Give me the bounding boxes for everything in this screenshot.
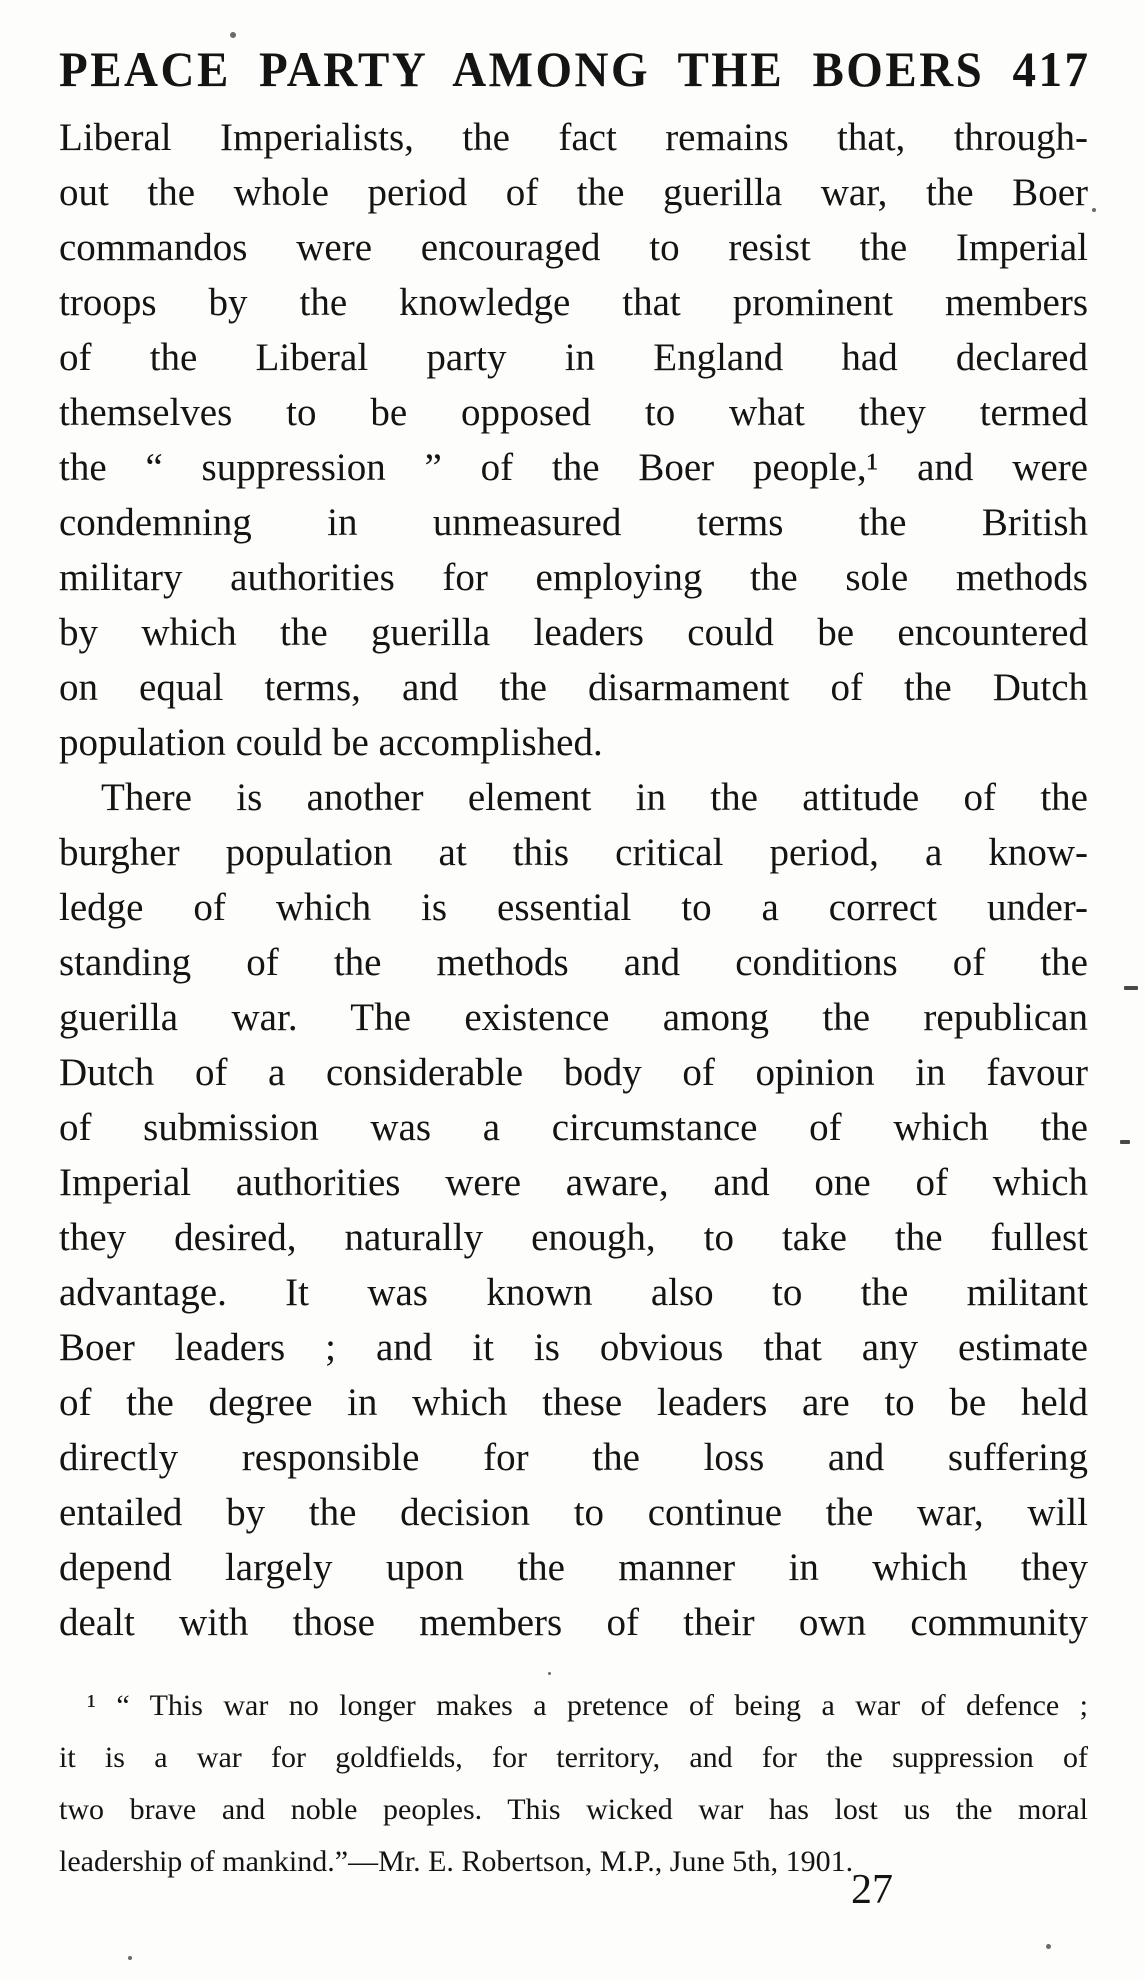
text-line: leadership of mankind.”—Mr. E. Robertson, M.P., June 5th, 1901. [59,1844,854,1878]
paragraph-2 [59,770,1088,1650]
text-line: the “ suppression ” of the Boer people,¹ and were [59,445,1088,489]
text-line: guerilla war. The existence among the republican [59,995,1088,1039]
text-line: by which the guerilla leaders could be encountered [59,610,1088,654]
scan-speck [1120,1140,1130,1144]
text-line: Imperial authorities were aware, and one of which [59,1160,1088,1204]
text-line: Dutch of a considerable body of opinion in favour [59,1050,1088,1094]
page-number: 27 [851,1867,893,1913]
scan-speck [548,1672,551,1675]
text-line: depend largely upon the manner in which they [59,1545,1088,1589]
scan-speck [1092,208,1096,212]
text-line: burgher population at this critical period, a know- [59,830,1088,874]
text-line: Liberal Imperialists, the fact remains that, through- [59,115,1088,159]
text-line: condemning in unmeasured terms the British [59,500,1088,544]
text-line: of the degree in which these leaders are to be held [59,1380,1088,1424]
text-line: population could be accomplished. [59,720,603,764]
body-text [59,110,1088,1650]
text-line: entailed by the decision to continue the war, will [59,1490,1088,1534]
text-line: ledge of which is essential to a correct under- [59,885,1088,929]
text-line: they desired, naturally enough, to take the fullest [59,1215,1088,1259]
running-header: PEACE PARTY AMONG THE BOERS 417 [59,42,1091,98]
text-line: ¹ “ This war no longer makes a pretence of being a war of defence ; [87,1688,1088,1722]
scan-speck [230,32,236,38]
text-line: two brave and noble peoples. This wicked war has lost us the moral [59,1792,1088,1826]
footnote [59,1680,1088,1888]
scan-speck [128,1956,132,1960]
text-line: out the whole period of the guerilla war, the Boer [59,170,1088,214]
text-line: There is another element in the attitude of the [101,775,1088,819]
text-line: it is a war for goldfields, for territory, and for the suppression of [59,1740,1088,1774]
paragraph-1 [59,110,1088,770]
text-line: standing of the methods and conditions of the [59,940,1088,984]
scan-speck [1046,1944,1051,1949]
text-line: military authorities for employing the sole methods [59,555,1088,599]
text-line: of the Liberal party in England had declared [59,335,1088,379]
text-line: dealt with those members of their own community [59,1600,1088,1644]
text-line: commandos were encouraged to resist the Imperial [59,225,1088,269]
text-line: themselves to be opposed to what they termed [59,390,1088,434]
scan-speck [1124,986,1138,990]
text-line: advantage. It was known also to the militant [59,1270,1088,1314]
text-line: on equal terms, and the disarmament of the Dutch [59,665,1088,709]
text-line: of submission was a circumstance of which the [59,1105,1088,1149]
text-line: directly responsible for the loss and suffering [59,1435,1088,1479]
text-line: troops by the knowledge that prominent members [59,280,1088,324]
text-line: Boer leaders ; and it is obvious that any estimate [59,1325,1088,1369]
